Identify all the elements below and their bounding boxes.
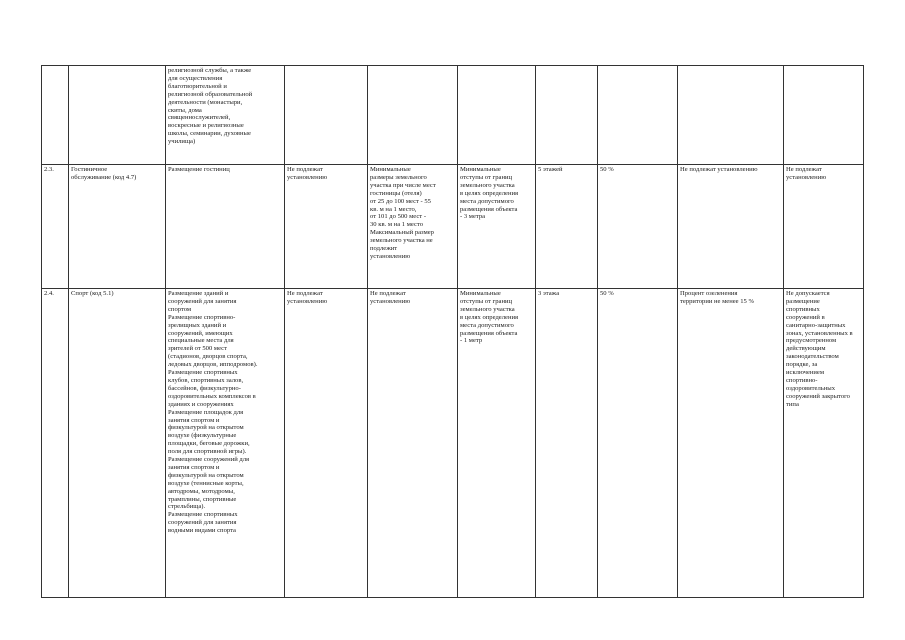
zoning-regulations-table xyxy=(41,65,864,598)
coverage-cell xyxy=(598,66,678,165)
extra-params-cell: Процент озеленения территории не менее 15 % xyxy=(678,289,784,598)
extra-params-cell: Не подлежат установлению xyxy=(678,165,784,289)
row-number-cell: 2.3. xyxy=(42,165,69,289)
use-type-cell xyxy=(69,66,166,165)
floors-cell: 5 этажей xyxy=(536,165,598,289)
row-number-cell xyxy=(42,66,69,165)
table-row xyxy=(42,289,864,598)
row-number-cell: 2.4. xyxy=(42,289,69,598)
plot-size-cell xyxy=(368,66,458,165)
use-type-cell: Спорт (код 5.1) xyxy=(69,289,166,598)
use-description-cell: Размещение гостиниц xyxy=(166,165,285,289)
table-row xyxy=(42,66,864,165)
setback-cell xyxy=(458,66,536,165)
plot-size-cell: Минимальные размеры земельного участка при числе мест гостиницы (отеля) от 25 до 100 мест - 55 кв. м на 1 место, от 101 до 500 мест - 30 кв. м на 1 место Максимальный размер земельного участка не подлежит установлению xyxy=(368,165,458,289)
extra-params-cell xyxy=(678,66,784,165)
plot-size-cell: Не подлежат установлению xyxy=(368,289,458,598)
setback-cell: Минимальные отступы от границ земельного участка в целях определения места допустимого размещения объекта - 1 метр xyxy=(458,289,536,598)
restrictions-cell xyxy=(784,66,864,165)
min-size-cell xyxy=(285,66,368,165)
restrictions-cell: Не допускается размещение спортивных сооружений в санитарно-защитных зонах, установленных в предусмотренном действующим законодательством порядке, за исключением спортивно- оздоровительных сооружений закрытого типа xyxy=(784,289,864,598)
restrictions-cell: Не подлежат установлению xyxy=(784,165,864,289)
floors-cell xyxy=(536,66,598,165)
use-description-cell: Размещение зданий и сооружений для занятия спортом Размещение спортивно- зрелищных зданий и сооружений, имеющих специальные места для зрителей от 500 мест (стадионов, дворцов спорта, ледовых дворцов, ипподромов). Размещение спортивных клубов, спортивных залов, бассейнов, физкультурно- оздоровительных комплексов в зданиях и сооружениях Размещение площадок для занятия спортом и физкультурой на открытом воздухе (физкультурные площадки, беговые дорожки, поля для спортивной игры). Размещение сооружений для занятия спортом и физкультурой на открытом воздухе (теннисные корты, автодромы, мотодромы, трамплины, спортивные стрельбища). Размещение спортивных сооружений для занятия водными видами спорта xyxy=(166,289,285,598)
use-description-cell: религиозной службы, а также для осуществления благотворительной и религиозной образовательной деятельности (монастыри, скиты, дома священнослужителей, воскресные и религиозные школы, семинарии, духовные училища) xyxy=(166,66,285,165)
table-row xyxy=(42,165,864,289)
min-size-cell: Не подлежат установлению xyxy=(285,165,368,289)
min-size-cell: Не подлежат установлению xyxy=(285,289,368,598)
floors-cell: 3 этажа xyxy=(536,289,598,598)
coverage-cell: 50 % xyxy=(598,165,678,289)
setback-cell: Минимальные отступы от границ земельного участка в целях определения места допустимого размещения объекта - 3 метра xyxy=(458,165,536,289)
coverage-cell: 50 % xyxy=(598,289,678,598)
use-type-cell: Гостиничное обслуживание (код 4.7) xyxy=(69,165,166,289)
